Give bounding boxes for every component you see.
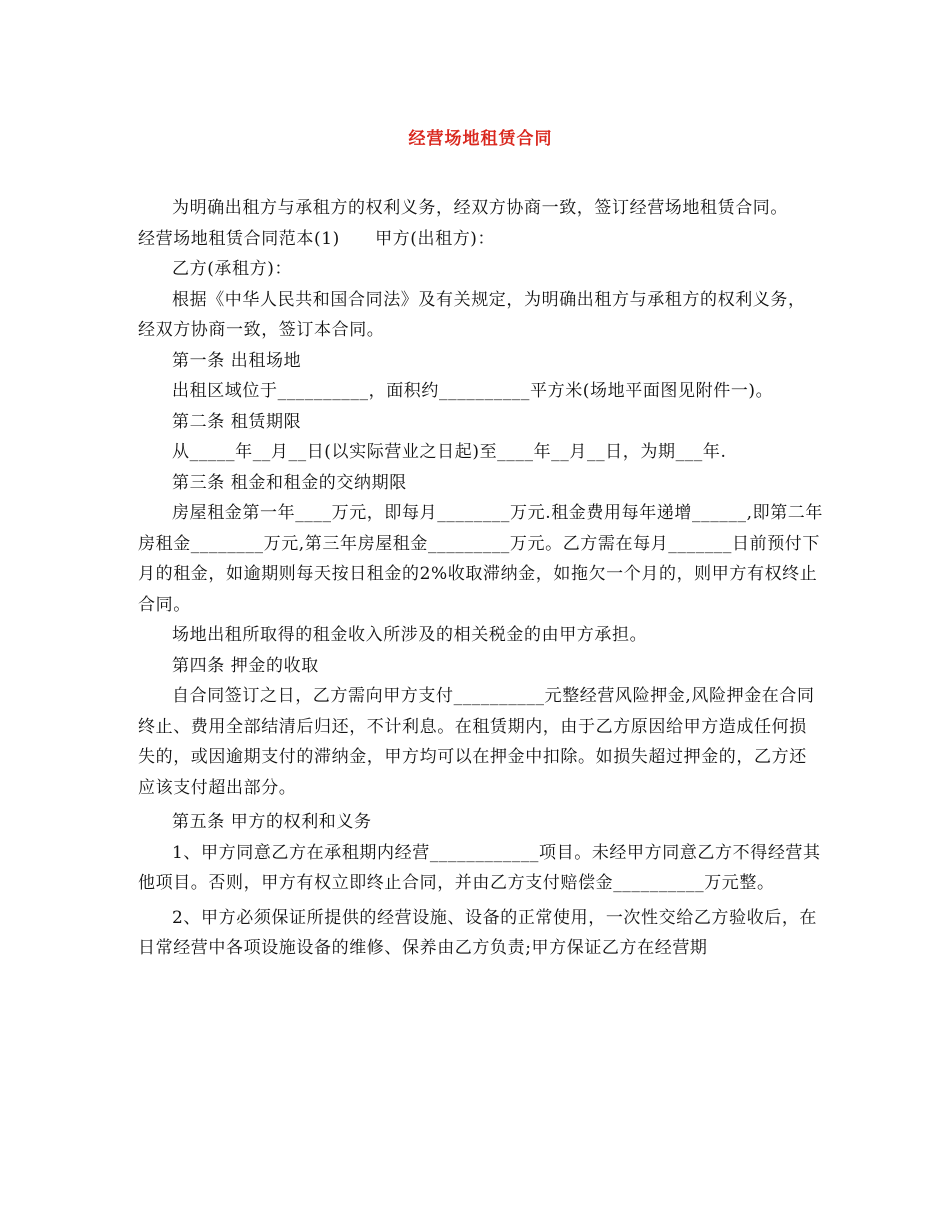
article-1-heading: 第一条 出租场地 <box>172 350 302 371</box>
article-3-text: 房屋租金第一年____万元，即每月________万元.租金费用每年递增______,即第二年房租金________万元,第三年房屋租金_________万元。乙方需在每月_______日前预付下月的租金，如逾期则每天按日租金的2%收取滞纳金，如拖欠一个月的，则甲方有权终止合同。 <box>138 503 824 615</box>
paragraph-party-b: 乙方(承租方)： <box>172 259 293 279</box>
paragraph-preamble: 根据《中华人民共和国合同法》及有关规定，为明确出租方与承租方的权利义务，经双方协商一致，签订本合同。 <box>138 289 806 340</box>
article-4-heading: 第四条 押金的收取 <box>172 655 319 676</box>
article-3-tax-text: 场地出租所取得的租金收入所涉及的相关税金的由甲方承担。 <box>172 625 648 645</box>
article-4-text: 自合同签订之日，乙方需向甲方支付__________元整经营风险押金,风险押金在合同终止、费用全部结清后归还，不计利息。在租赁期内，由于乙方原因给甲方造成任何损失的，或因逾期支付的滞纳金，甲方均可以在押金中扣除。如损失超过押金的，乙方还应该支付超出部分。 <box>138 686 815 798</box>
document-title: 经营场地租赁合同 <box>408 129 553 149</box>
article-5-item-1: 1、甲方同意乙方在承租期内经营____________项目。未经甲方同意乙方不得经营其他项目。否则，甲方有权立即终止合同，并由乙方支付赔偿金__________万元整。 <box>138 842 821 893</box>
document-body <box>138 193 823 964</box>
article-5-heading: 第五条 甲方的权利和义务 <box>172 812 372 832</box>
paragraph-intro: 为明确出租方与承租方的权利义务，经双方协商一致，签订经营场地租赁合同。 <box>172 198 788 218</box>
article-5-item-2: 2、甲方必须保证所提供的经营设施、设备的正常使用，一次性交给乙方验收后，在日常经营中各项设施设备的维修、保养由乙方负责;甲方保证乙方在经营期 <box>138 907 818 958</box>
article-1-text: 出租区域位于__________，面积约__________平方米(场地平面图见附件一)。 <box>172 381 774 401</box>
article-2-heading: 第二条 租赁期限 <box>172 411 302 432</box>
article-3-heading: 第三条 租金和租金的交纳期限 <box>172 472 407 493</box>
article-2-text: 从_____年__月__日(以实际营业之日起)至____年__月__日，为期___年. <box>172 442 727 462</box>
paragraph-template-header: 经营场地租赁合同范本(1) 甲方(出租方)： <box>138 228 496 249</box>
